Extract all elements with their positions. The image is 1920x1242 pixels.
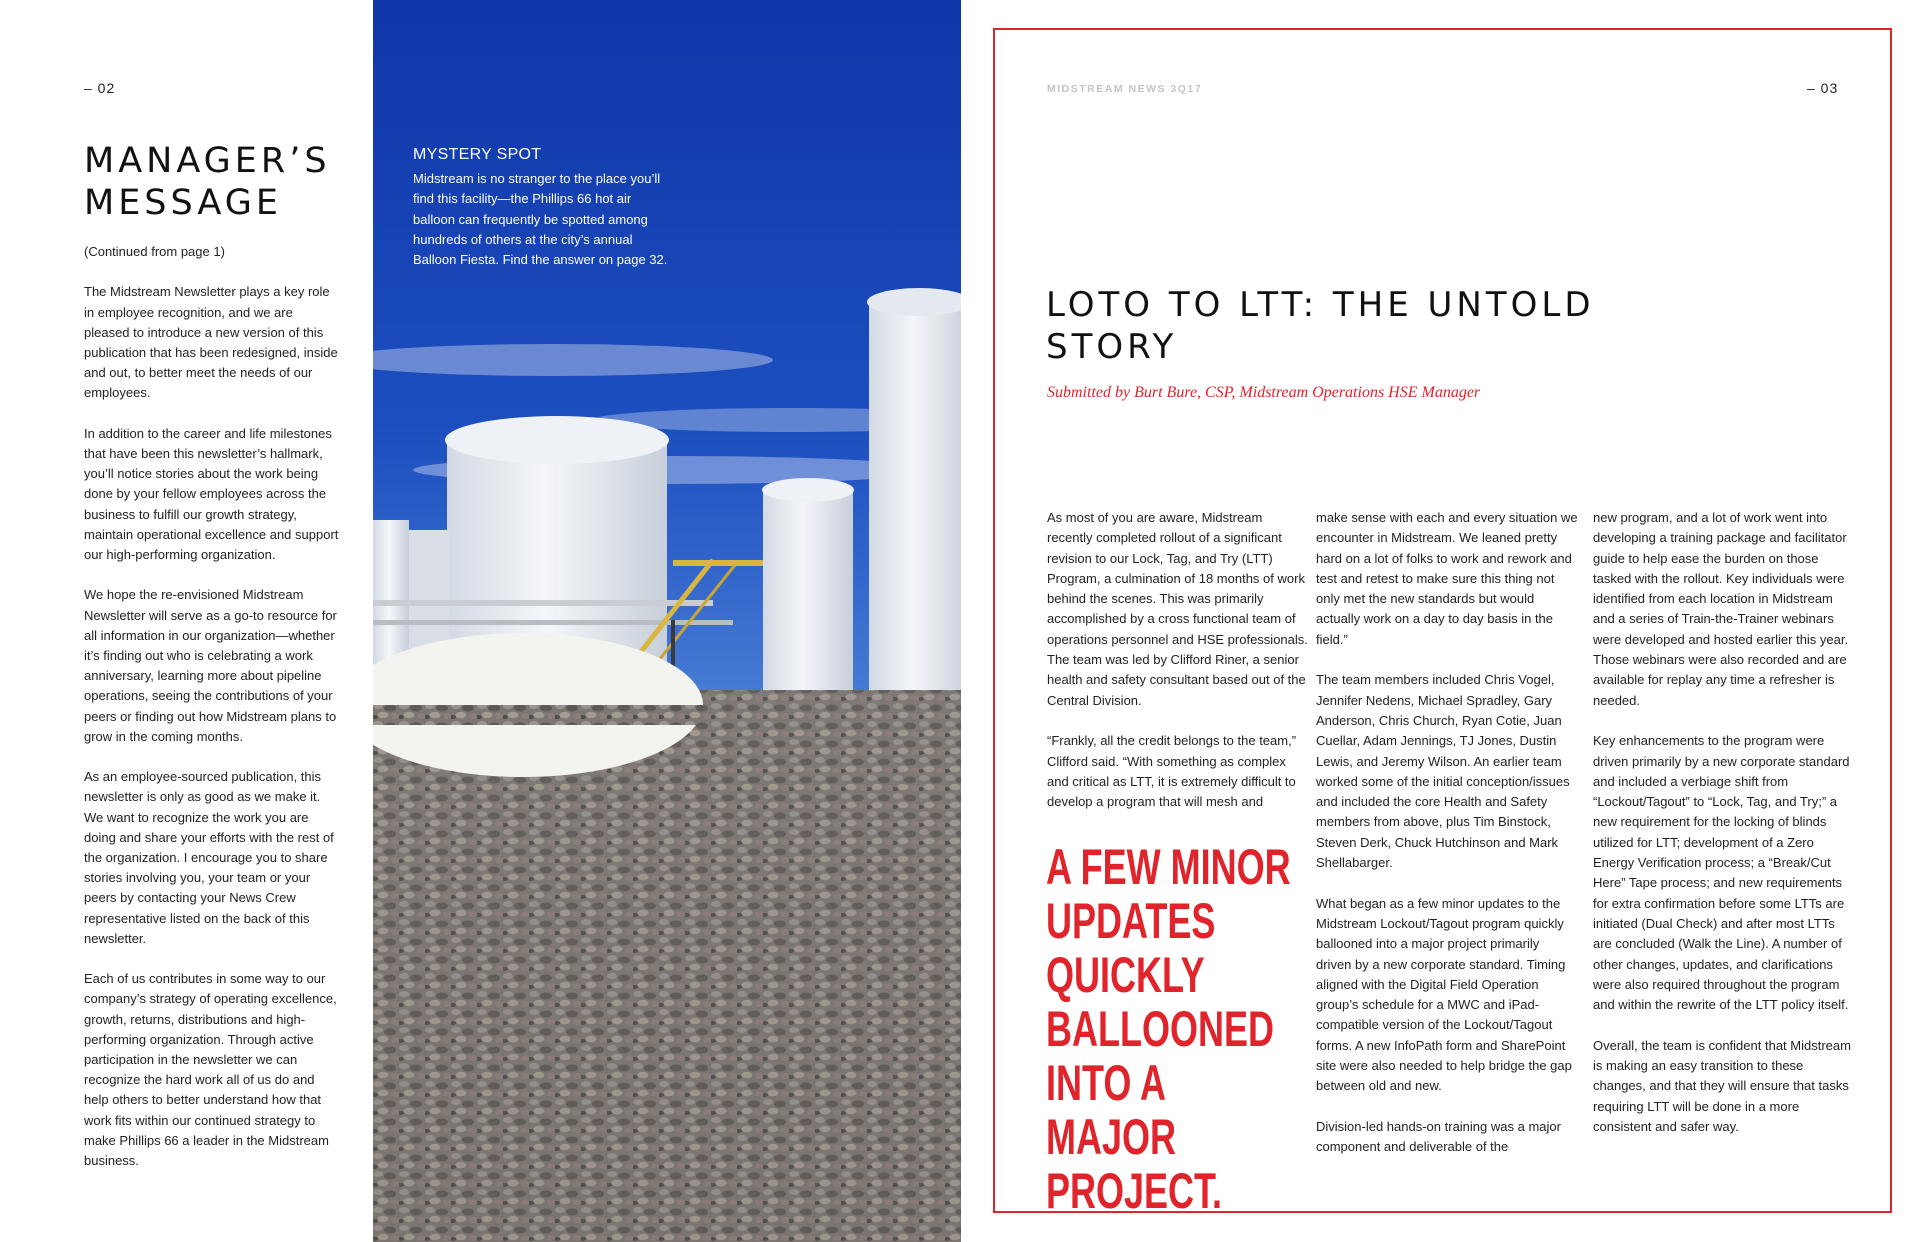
- page-number-right: – 03: [1807, 80, 1839, 96]
- story-title: LOTO TO LTT: THE UNTOLD STORY: [1046, 285, 1595, 367]
- paragraph: The team members included Chris Vogel, Jennifer Nedens, Michael Spradley, Gary Anderson, Chris Church, Ryan Cotie, Juan Cuellar, Adam Jennings, TJ Jones, Dustin Lewis, and Jeremy Wilson. An earlier team worked some of the initial conception/issues and included the core Health and Safety members from above, plus Tim Binstock, Steven Derk, Chuck Hutchinson and Mark Shellabarger.: [1316, 672, 1570, 871]
- article-column-1: [1047, 508, 1309, 833]
- paragraph: new program, and a lot of work went into developing a training package and facilitator guide to help ease the burden on those tasked with the rollout. Key individuals were identified from each location in Midstream and a series of Train-the-Trainer webinars were developed and hosted earlier this year. Those webinars were also recorded and are available for replay any time a refresher is needed.: [1593, 510, 1849, 708]
- masthead: MIDSTREAM NEWS 3Q17: [1047, 83, 1203, 95]
- paragraph: As an employee-sourced publication, this newsletter is only as good as we make it. We want to recognize the work you are doing and share your efforts with the rest of the organization. I encourage you to share stories involving you, your team or your peers by contacting your News Crew representative listed on the back of this newsletter.: [84, 769, 334, 946]
- article-column-2: [1316, 508, 1578, 1178]
- photo-caption: [413, 145, 673, 270]
- managers-message-title: MANAGER’S MESSAGE: [84, 141, 331, 223]
- page-number-left: – 02: [84, 80, 116, 96]
- paragraph: The Midstream Newsletter plays a key role in employee recognition, and we are pleased to introduce a new version of this publication that has been redesigned, inside and out, to better meet the needs of our employees.: [84, 284, 338, 401]
- paragraph: In addition to the career and life milestones that have been this newsletter’s hallmark, you’ll notice stories about the work being done by your fellow employees across the business to fulfill our growth strategy, maintain operational excellence and support our high-performing organization.: [84, 425, 339, 563]
- paragraph: (Continued from page 1): [84, 244, 225, 259]
- paragraph: make sense with each and every situation we encounter in Midstream. We leaned pretty hard on a lot of folks to work and rework and test and retest to make sure this thing not only met the new standards but would actually work on a day to day basis in the field.”: [1316, 510, 1578, 647]
- managers-message-body: [84, 242, 340, 1191]
- paragraph: “Frankly, all the credit belongs to the team,” Clifford said. “With something as complex and critical as LTT, it is extremely difficult to develop a program that will mesh and: [1047, 733, 1297, 810]
- paragraph: What began as a few minor updates to the Midstream Lockout/Tagout program quickly ballooned into a major project primarily driven by a new corporate standard. Timing aligned with the Digital Field Operation group’s schedule for a MWC and iPad-compatible version of the Lockout/Tagout forms. A new InfoPath form and SharePoint site were also needed to help bridge the gap between old and new.: [1316, 895, 1572, 1094]
- pull-quote: A FEW MINOR UPDATES QUICKLY BALLOONED INTO A MAJOR PROJECT.: [1046, 839, 1291, 1219]
- caption-title: MYSTERY SPOT: [413, 146, 542, 163]
- paragraph: We hope the re-envisioned Midstream Newsletter will serve as a go-to resource for all information in our organization—whether it’s finding out who is celebrating a work anniversary, learning more about pipeline operations, seeing the contributions of your peers or finding out how Midstream plans to grow in the coming months.: [84, 587, 337, 744]
- article-column-3: [1593, 508, 1855, 1158]
- byline: Submitted by Burt Bure, CSP, Midstream Operations HSE Manager: [1047, 384, 1481, 401]
- paragraph: As most of you are aware, Midstream recently completed rollout of a significant revision to our Lock, Tag, and Try (LTT) Program, a culmination of 18 months of work behind the scenes. This was primarily accomplished by a cross functional team of operations personnel and HSE professionals. The team was led by Clifford Riner, a senior health and safety consultant based out of the Central Division.: [1047, 510, 1308, 708]
- paragraph: Division-led hands-on training was a major component and deliverable of the: [1316, 1118, 1561, 1155]
- paragraph: Key enhancements to the program were driven primarily by a new corporate standard and included a verbiage shift from “Lockout/Tagout” to “Lock, Tag, and Try;” a new requirement for the locking of blinds utilized for LTT; development of a Zero Energy Verification process; a “Break/Cut Here” Tape process; and new requirements for extra confirmation before some LTTs are initiated (Dual Check) and after most LTTs are concluded (Walk the Line). A number of other changes, updates, and clarifications were also required throughout the program and within the rewrite of the LTT policy itself.: [1593, 733, 1850, 1013]
- paragraph: Each of us contributes in some way to our company’s strategy of operating excellence, growth, returns, distributions and high-performing organization. Through active participation in the newsletter we can recognize the hard work all of us do and help others to better understand how that work fits within our continued strategy to make Phillips 66 a leader in the Midstream business.: [84, 971, 337, 1169]
- caption-body: Midstream is no stranger to the place you’ll find this facility—the Phillips 66 hot air balloon can frequently be spotted among hundreds of others at the city’s annual Balloon Fiesta. Find the answer on page 32.: [413, 171, 668, 268]
- paragraph: Overall, the team is confident that Midstream is making an easy transition to these changes, and that they will ensure that tasks requiring LTT will be done in a more consistent and safer way.: [1593, 1037, 1851, 1134]
